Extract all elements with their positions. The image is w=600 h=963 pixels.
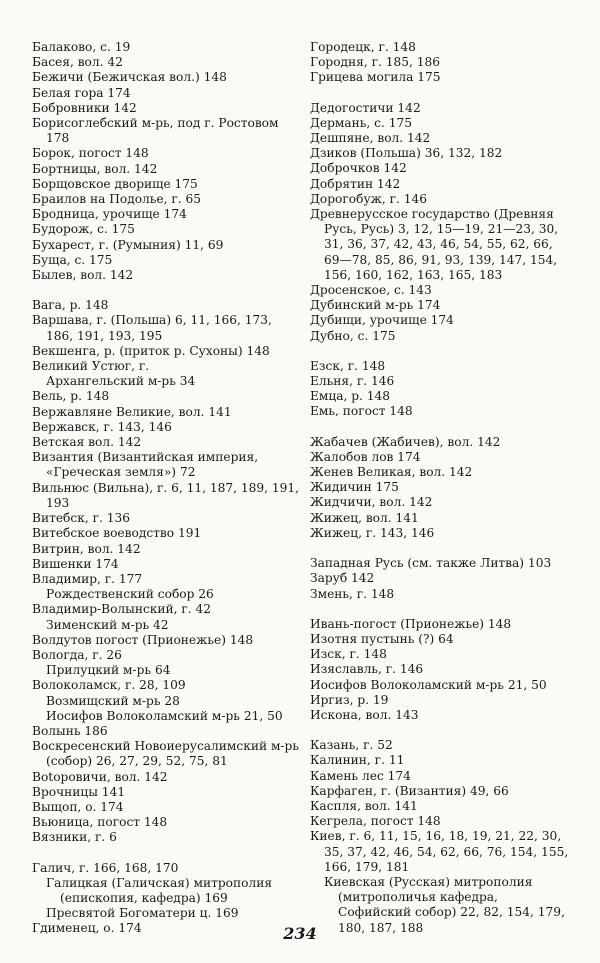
index-entry: Вишенки 174 — [32, 556, 119, 571]
index-entry: Волоколамск, г. 28, 109 — [32, 678, 186, 693]
index-entry: Езск, г. 148 — [310, 358, 386, 373]
index-entry: Древнерусское государство (Древняя Русь, Русь) 3, 12, 15—19, 21—23, 30, 31, 36, 37, 42, 43, 46, 54, 55, 62, 66, 69—78, 85, 86, 91, 93, 139, 147, 154, 156, 160, 162, 163, 165, 183 — [310, 207, 559, 282]
index-entry: Вологда, г. 26 — [32, 647, 122, 662]
index-entry: Емь, погост 148 — [310, 404, 413, 419]
index-entry: Вotoровичи, вол. 142 — [32, 769, 168, 784]
index-entry: Вязники, г. 6 — [32, 830, 117, 845]
index-subentry: Возмищский м-рь 28 — [46, 693, 180, 708]
index-entry: Бродница, урочище 174 — [32, 207, 187, 222]
index-entry: Волдутов погост (Прионежье) 148 — [32, 632, 254, 647]
index-entry: Ветская вол. 142 — [32, 435, 142, 450]
section-gap — [310, 420, 572, 435]
section-gap — [310, 86, 572, 101]
index-entry: Великий Устюг, г. — [32, 359, 150, 374]
index-entry: Заруб 142 — [310, 571, 375, 586]
index-entry: Бортницы, вол. 142 — [32, 161, 158, 176]
index-entry: Вильнюс (Вильна), г. 6, 11, 187, 189, 191, 193 — [32, 480, 300, 510]
index-entry: Вьюница, погост 148 — [32, 815, 168, 830]
index-entry: Жабачев (Жабичев), вол. 142 — [310, 434, 501, 449]
index-entry: Искона, вол. 143 — [310, 707, 419, 722]
index-subentry: Киевская (Русская) митрополия (митрополичья кафедра, Софийский собор) 22, 82, 154, 179, 180, 187, 188 — [324, 874, 565, 935]
index-entry: Буща, с. 175 — [32, 252, 113, 267]
index-entry: Иргиз, р. 19 — [310, 692, 389, 707]
index-subentry: Галицкая (Галичская) митрополия (епископия, кафедра) 169 — [46, 875, 273, 905]
index-entry: Владимир-Волынский, г. 42 — [32, 602, 212, 617]
index-entry: Камень лес 174 — [310, 768, 411, 783]
index-entry: Врочницы 141 — [32, 784, 126, 799]
index-entry: Дедогостичи 142 — [310, 100, 421, 115]
index-entry: Дубинский м-рь 174 — [310, 298, 441, 313]
index-subentry: Пресвятой Богоматери ц. 169 — [46, 906, 239, 921]
index-entry: Западная Русь (см. также Литва) 103 — [310, 556, 552, 571]
index-entry: Казань, г. 52 — [310, 738, 393, 753]
index-column-left — [32, 40, 300, 937]
index-entry: Емца, р. 148 — [310, 389, 391, 404]
index-entry: Грицева могила 175 — [310, 70, 441, 85]
index-entry: Городецк, г. 148 — [310, 40, 416, 54]
index-entry: Дорогобуж, г. 146 — [310, 191, 427, 206]
index-subentry: Прилуцкий м-рь 64 — [46, 663, 171, 678]
index-entry: Иосифов Волоколамский м-рь 21, 50 — [310, 677, 547, 692]
index-entry: Вержавляне Великие, вол. 141 — [32, 404, 232, 419]
index-entry: Векшенга, р. (приток р. Сухоны) 148 — [32, 343, 270, 358]
index-entry: Изяславль, г. 146 — [310, 662, 424, 677]
section-gap — [32, 283, 300, 298]
index-entry: Жижец, вол. 141 — [310, 510, 419, 525]
section-gap — [310, 541, 572, 556]
index-subentry: Иосифов Волоколамский м-рь 21, 50 — [46, 708, 283, 723]
section-gap — [310, 723, 572, 738]
index-entry: Дубищи, урочище 174 — [310, 313, 454, 328]
index-column-right — [310, 40, 572, 936]
index-entry: Жидчичи, вол. 142 — [310, 495, 433, 510]
index-entry: Балаково, с. 19 — [32, 40, 131, 54]
index-entry: Доброчков 142 — [310, 161, 407, 176]
index-entry: Борщовское дворище 175 — [32, 176, 198, 191]
index-entry: Городня, г. 185, 186 — [310, 55, 441, 70]
section-gap — [310, 344, 572, 359]
index-entry: Будорож, с. 175 — [32, 222, 135, 237]
index-entry: Борисоглебский м-рь, под г. Ростовом 178 — [32, 116, 279, 146]
index-entry: Дубно, с. 175 — [310, 328, 396, 343]
index-entry: Дермань, с. 175 — [310, 115, 413, 130]
index-entry: Владимир, г. 177 — [32, 571, 143, 586]
index-entry: Вержавск, г. 143, 146 — [32, 419, 172, 434]
index-entry: Византия (Византийская империя, «Греческая земля») 72 — [32, 450, 259, 480]
index-entry: Киев, г. 6, 11, 15, 16, 18, 19, 21, 22, 30, 35, 37, 42, 46, 54, 62, 66, 76, 154, 155, 166, 179, 181 — [310, 829, 569, 874]
index-entry: Браилов на Подолье, г. 65 — [32, 192, 202, 207]
index-entry: Вель, р. 148 — [32, 389, 110, 404]
index-entry: Карфаген, г. (Византия) 49, 66 — [310, 783, 509, 798]
index-subentry: Архангельский м-рь 34 — [46, 374, 196, 389]
index-entry: Борок, погост 148 — [32, 146, 149, 161]
index-entry: Дросенское, с. 143 — [310, 283, 432, 298]
index-entry: Каспля, вол. 141 — [310, 798, 418, 813]
index-entry: Добрятин 142 — [310, 176, 401, 191]
index-entry: Калинин, г. 11 — [310, 753, 405, 768]
index-entry: Жалобов лов 174 — [310, 449, 421, 464]
index-entry: Былев, вол. 142 — [32, 268, 134, 283]
page-number: 234 — [283, 924, 317, 943]
index-entry: Ельня, г. 146 — [310, 374, 395, 389]
index-subentry: Зименский м-рь 42 — [46, 617, 169, 632]
index-entry: Бежичи (Бежичская вол.) 148 — [32, 70, 227, 85]
index-entry: Изск, г. 148 — [310, 647, 387, 662]
index-entry: Витрин, вол. 142 — [32, 541, 141, 556]
index-entry: Волынь 186 — [32, 723, 108, 738]
index-entry: Вага, р. 148 — [32, 298, 109, 313]
index-entry: Витебск, г. 136 — [32, 511, 130, 526]
index-entry: Змень, г. 148 — [310, 586, 395, 601]
index-entry: Басея, вол. 42 — [32, 55, 123, 70]
index-entry: Галич, г. 166, 168, 170 — [32, 860, 179, 875]
index-entry: Витебское воеводство 191 — [32, 526, 202, 541]
section-gap — [32, 846, 300, 861]
index-entry: Дешпяне, вол. 142 — [310, 131, 431, 146]
index-entry: Жижец, г. 143, 146 — [310, 525, 435, 540]
index-entry: Бобровники 142 — [32, 100, 137, 115]
index-entry: Выщоп, о. 174 — [32, 799, 124, 814]
index-entry: Воскресенский Новоиерусалимский м-рь (собор) 26, 27, 29, 52, 75, 81 — [32, 739, 299, 769]
index-entry: Кегрела, погост 148 — [310, 814, 441, 829]
index-entry: Дзиков (Польша) 36, 132, 182 — [310, 146, 503, 161]
index-entry: Бухарест, г. (Румыния) 11, 69 — [32, 237, 224, 252]
index-entry: Варшава, г. (Польша) 6, 11, 166, 173, 186, 191, 193, 195 — [32, 313, 272, 343]
index-subentry: Рождественский собор 26 — [46, 587, 214, 602]
index-entry: Изотня пустынь (?) 64 — [310, 631, 454, 646]
index-entry: Белая гора 174 — [32, 85, 131, 100]
section-gap — [310, 602, 572, 617]
index-entry: Гдименец, о. 174 — [32, 921, 142, 936]
index-entry: Женев Великая, вол. 142 — [310, 465, 473, 480]
index-entry: Ивань-погост (Прионежье) 148 — [310, 616, 512, 631]
index-entry: Жидичин 175 — [310, 480, 399, 495]
